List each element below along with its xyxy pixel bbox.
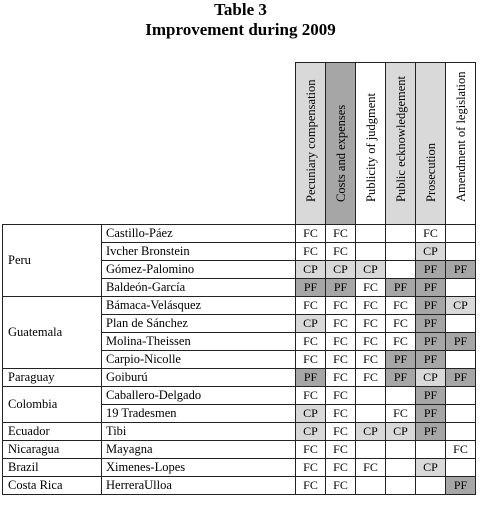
status-cell: FC	[326, 441, 356, 459]
status-cell: FC	[356, 333, 386, 351]
status-cell: CP	[356, 423, 386, 441]
status-cell: PF	[416, 315, 446, 333]
status-cell	[446, 225, 476, 243]
case-name-cell: Molina-Theissen	[102, 333, 296, 351]
status-cell: CP	[296, 315, 326, 333]
status-cell	[386, 441, 416, 459]
country-cell: Guatemala	[3, 297, 102, 369]
country-cell: Peru	[3, 225, 102, 297]
status-cell	[446, 279, 476, 297]
country-cell: Ecuador	[3, 423, 102, 441]
status-cell	[386, 459, 416, 477]
status-cell: PF	[416, 423, 446, 441]
status-cell: FC	[296, 243, 326, 261]
column-header-label: Public ecknowledgement	[393, 75, 408, 202]
country-cell: Brazil	[3, 459, 102, 477]
status-cell: FC	[356, 369, 386, 387]
case-name-cell: 19 Tradesmen	[102, 405, 296, 423]
status-cell: FC	[386, 333, 416, 351]
table-title: Improvement during 2009	[145, 20, 336, 39]
status-cell	[446, 387, 476, 405]
status-cell	[416, 441, 446, 459]
case-name-cell: HerreraUlloa	[102, 477, 296, 495]
status-cell: PF	[416, 351, 446, 369]
status-cell: PF	[416, 387, 446, 405]
column-header	[446, 63, 476, 225]
status-cell: FC	[446, 441, 476, 459]
status-cell: CP	[296, 405, 326, 423]
status-cell: FC	[326, 423, 356, 441]
status-cell: PF	[416, 261, 446, 279]
column-header-label: Costs and expenses	[333, 104, 348, 202]
status-cell	[446, 405, 476, 423]
table-row	[3, 297, 476, 315]
status-cell: CP	[416, 369, 446, 387]
status-cell: PF	[446, 261, 476, 279]
status-cell: CP	[326, 261, 356, 279]
status-cell	[386, 261, 416, 279]
column-header-label: Prosecution	[423, 142, 438, 202]
case-name-cell: Plan de Sánchez	[102, 315, 296, 333]
country-cell: Costa Rica	[3, 477, 102, 495]
status-cell	[356, 405, 386, 423]
column-header	[326, 63, 356, 225]
table-row	[3, 387, 476, 405]
status-cell: CP	[386, 423, 416, 441]
status-cell: PF	[446, 477, 476, 495]
column-header	[386, 63, 416, 225]
status-cell: FC	[416, 225, 446, 243]
status-cell	[356, 477, 386, 495]
status-cell	[446, 243, 476, 261]
case-name-cell: Castillo-Páez	[102, 225, 296, 243]
status-cell	[356, 441, 386, 459]
status-cell: FC	[326, 405, 356, 423]
case-name-cell: Tibi	[102, 423, 296, 441]
status-cell: CP	[296, 423, 326, 441]
status-cell: FC	[356, 279, 386, 297]
status-cell: PF	[416, 333, 446, 351]
status-cell	[356, 225, 386, 243]
status-cell: FC	[326, 477, 356, 495]
status-cell: FC	[356, 459, 386, 477]
column-header-label: Amendment of legislation	[453, 71, 468, 202]
status-cell	[446, 423, 476, 441]
status-cell: CP	[416, 243, 446, 261]
status-cell: PF	[296, 369, 326, 387]
status-cell: PF	[386, 279, 416, 297]
case-name-cell: Caballero-Delgado	[102, 387, 296, 405]
status-cell: PF	[446, 333, 476, 351]
status-cell	[446, 459, 476, 477]
case-name-cell: Baldeón-García	[102, 279, 296, 297]
status-cell: CP	[356, 261, 386, 279]
case-name-cell: Goiburú	[102, 369, 296, 387]
status-cell	[356, 243, 386, 261]
status-cell	[446, 315, 476, 333]
status-cell: CP	[446, 297, 476, 315]
status-cell: FC	[386, 405, 416, 423]
status-cell: PF	[386, 369, 416, 387]
status-cell: FC	[326, 225, 356, 243]
status-cell: FC	[326, 333, 356, 351]
status-cell: FC	[296, 351, 326, 369]
improvement-table	[2, 62, 476, 495]
column-header-label: Publicity of judgment	[363, 92, 378, 202]
status-cell: FC	[326, 459, 356, 477]
table-row	[3, 369, 476, 387]
case-name-cell: Ivcher Bronstein	[102, 243, 296, 261]
status-cell: FC	[296, 333, 326, 351]
status-cell: FC	[296, 225, 326, 243]
case-name-cell: Carpio-Nicolle	[102, 351, 296, 369]
status-cell: PF	[326, 279, 356, 297]
status-cell: FC	[296, 387, 326, 405]
status-cell	[386, 387, 416, 405]
blank-header-study	[102, 63, 296, 225]
table-row	[3, 459, 476, 477]
status-cell	[416, 477, 446, 495]
status-cell: FC	[356, 315, 386, 333]
status-cell	[356, 387, 386, 405]
status-cell: FC	[386, 297, 416, 315]
status-cell: FC	[326, 369, 356, 387]
header-row	[3, 63, 476, 225]
country-cell: Paraguay	[3, 369, 102, 387]
status-cell: PF	[296, 279, 326, 297]
table-row	[3, 477, 476, 495]
table-row	[3, 441, 476, 459]
status-cell: FC	[326, 243, 356, 261]
status-cell: PF	[386, 351, 416, 369]
status-cell	[386, 243, 416, 261]
status-cell: CP	[416, 459, 446, 477]
status-cell	[386, 477, 416, 495]
case-name-cell: Bámaca-Velásquez	[102, 297, 296, 315]
column-header	[356, 63, 386, 225]
status-cell: FC	[326, 297, 356, 315]
status-cell: PF	[416, 297, 446, 315]
case-name-cell: Mayagna	[102, 441, 296, 459]
blank-header-country	[3, 63, 102, 225]
table-number: Table 3	[214, 0, 267, 19]
status-cell: FC	[326, 351, 356, 369]
case-name-cell: Gómez-Palomino	[102, 261, 296, 279]
column-header	[416, 63, 446, 225]
status-cell: FC	[296, 477, 326, 495]
country-cell: Nicaragua	[3, 441, 102, 459]
table-row	[3, 225, 476, 243]
status-cell: FC	[326, 387, 356, 405]
status-cell: CP	[296, 261, 326, 279]
table-row	[3, 423, 476, 441]
status-cell	[386, 225, 416, 243]
column-header-label: Pecuniary compensation	[303, 79, 318, 202]
status-cell: PF	[416, 405, 446, 423]
status-cell: FC	[386, 315, 416, 333]
status-cell	[446, 351, 476, 369]
status-cell: FC	[356, 351, 386, 369]
status-cell: FC	[356, 297, 386, 315]
column-header	[296, 63, 326, 225]
status-cell: FC	[296, 441, 326, 459]
status-cell: FC	[296, 297, 326, 315]
status-cell: PF	[416, 279, 446, 297]
status-cell: PF	[446, 369, 476, 387]
status-cell: FC	[326, 315, 356, 333]
status-cell: FC	[296, 459, 326, 477]
country-cell: Colombia	[3, 387, 102, 423]
case-name-cell: Ximenes-Lopes	[102, 459, 296, 477]
